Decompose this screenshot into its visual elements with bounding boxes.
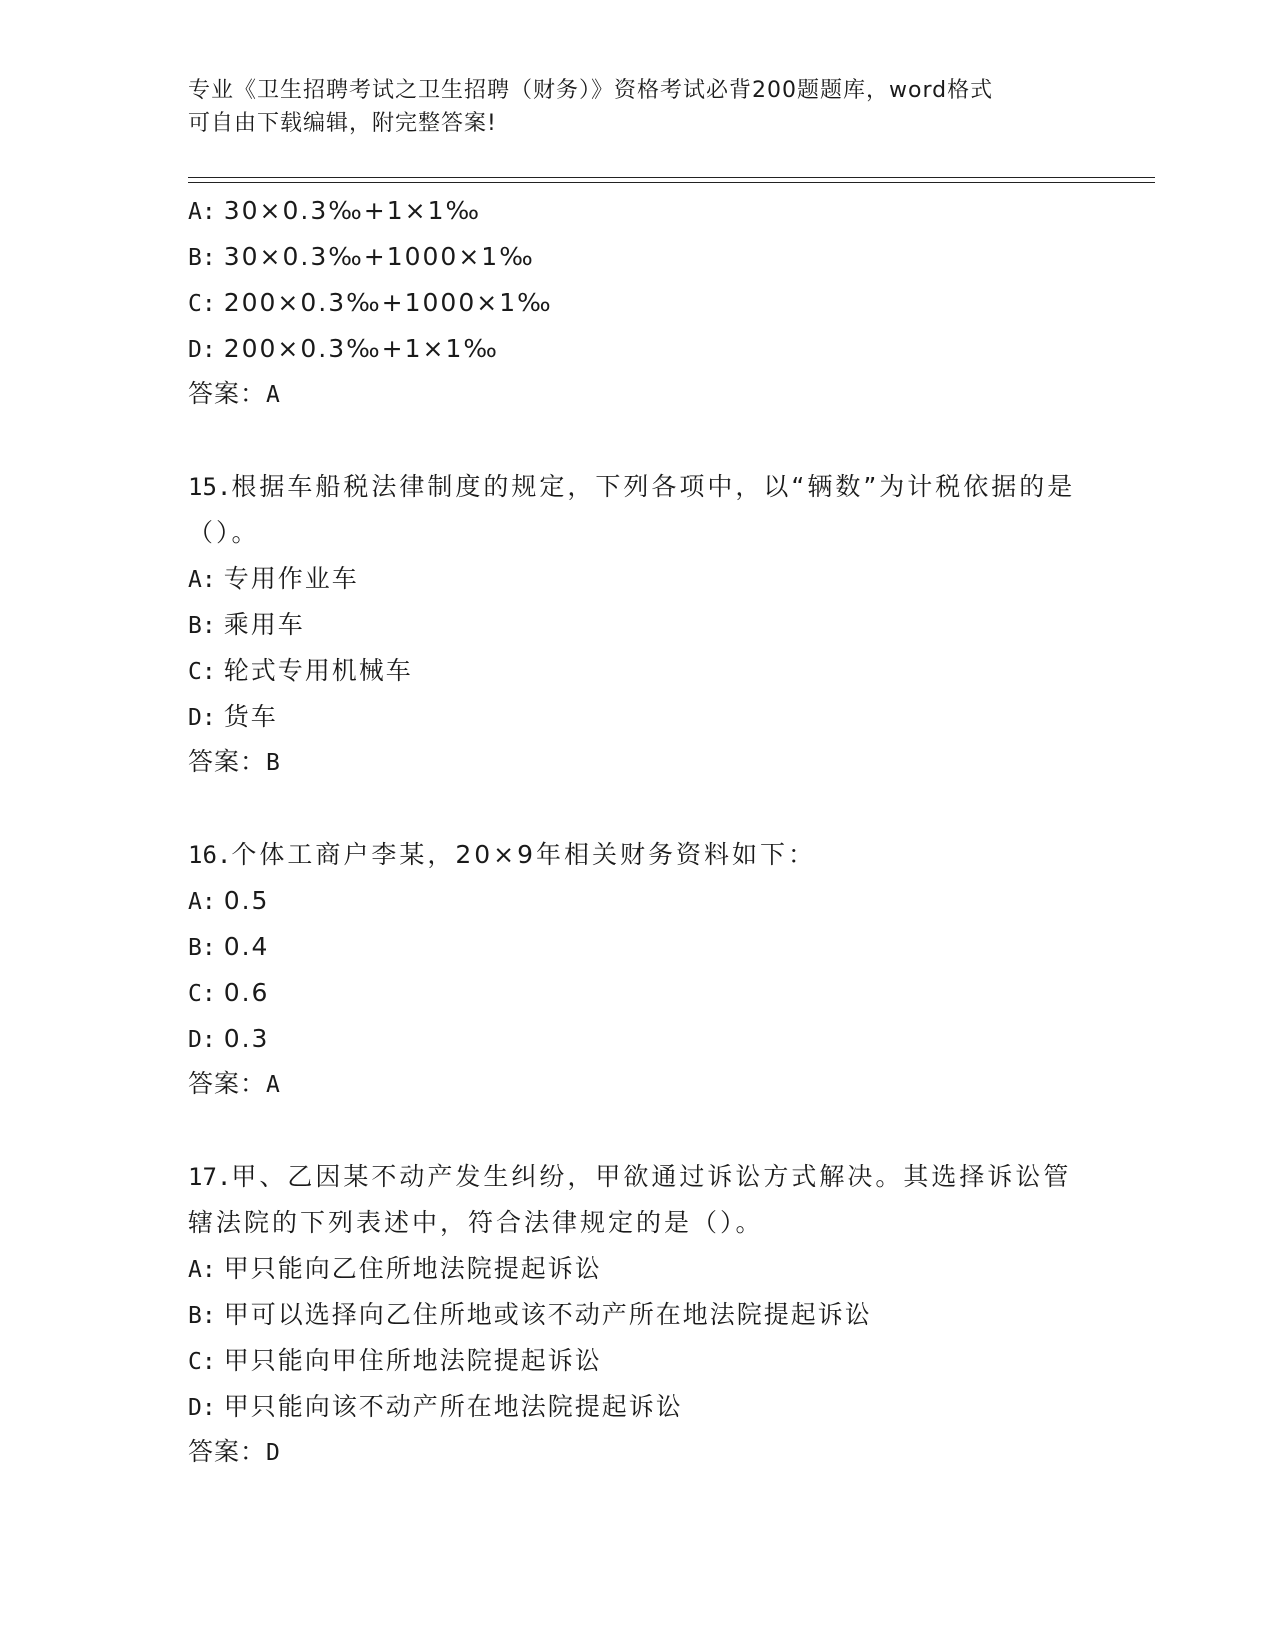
option-label: D: <box>188 1027 216 1053</box>
option-text: 200×0.3‰+1×1‰ <box>223 334 499 363</box>
answer-label: 答案： <box>188 1437 267 1466</box>
option-b <box>188 924 1088 970</box>
option-label: A: <box>188 199 216 225</box>
question-block-16 <box>188 832 1088 1106</box>
option-a <box>188 878 1088 924</box>
option-text: 30×0.3‰+1000×1‰ <box>223 242 535 271</box>
question-number: 16. <box>188 841 232 869</box>
option-label: C: <box>188 1349 216 1375</box>
option-label: C: <box>188 291 216 317</box>
answer-value: D <box>266 1440 281 1466</box>
option-label: B: <box>188 1303 216 1329</box>
header-line-2: 可自由下载编辑，附完整答案! <box>188 111 497 136</box>
answer-value: A <box>266 382 281 408</box>
question-number: 17. <box>188 1163 232 1191</box>
option-text: 甲只能向甲住所地法院提起诉讼 <box>223 1346 602 1375</box>
option-text: 专用作业车 <box>223 564 359 593</box>
option-a <box>188 1246 1088 1292</box>
option-text: 甲只能向该不动产所在地法院提起诉讼 <box>223 1392 683 1421</box>
page-header <box>188 74 1068 140</box>
option-d <box>188 1384 1088 1430</box>
option-c <box>188 280 1088 326</box>
option-label: C: <box>188 659 216 685</box>
question-block-15 <box>188 464 1088 784</box>
option-text: 0.3 <box>223 1024 270 1053</box>
answer-label: 答案： <box>188 747 267 776</box>
question-text <box>188 1154 1088 1246</box>
header-line-1: 专业《卫生招聘考试之卫生招聘（财务）》资格考试必背200题题库，word格式 <box>188 78 994 103</box>
option-text: 0.6 <box>223 978 270 1007</box>
question-stem: 个体工商户李某，20×9年相关财务资料如下： <box>231 840 817 869</box>
question-block-continued <box>188 188 1088 416</box>
option-label: A: <box>188 1257 216 1283</box>
answer-line <box>188 1430 1088 1474</box>
option-label: B: <box>188 935 216 961</box>
option-label: D: <box>188 1395 216 1421</box>
question-stem: 根据车船税法律制度的规定，下列各项中，以“辆数”为计税依据的是（）。 <box>188 472 1076 547</box>
option-text: 200×0.3‰+1000×1‰ <box>223 288 553 317</box>
option-text: 0.5 <box>223 886 270 915</box>
option-c <box>188 1338 1088 1384</box>
option-c <box>188 648 1088 694</box>
option-text: 0.4 <box>223 932 270 961</box>
document-body <box>188 188 1088 1474</box>
option-text: 轮式专用机械车 <box>223 656 413 685</box>
option-b <box>188 1292 1088 1338</box>
option-a <box>188 188 1088 234</box>
option-text: 30×0.3‰+1×1‰ <box>223 196 482 225</box>
option-label: A: <box>188 567 216 593</box>
option-label: B: <box>188 245 216 271</box>
option-d <box>188 326 1088 372</box>
question-block-17 <box>188 1154 1088 1474</box>
question-text <box>188 464 1088 556</box>
header-divider-second <box>188 182 1155 183</box>
answer-line <box>188 740 1088 784</box>
answer-value: B <box>266 750 281 776</box>
option-label: B: <box>188 613 216 639</box>
option-text: 乘用车 <box>223 610 305 639</box>
option-b <box>188 234 1088 280</box>
answer-label: 答案： <box>188 379 267 408</box>
option-b <box>188 602 1088 648</box>
answer-label: 答案： <box>188 1069 267 1098</box>
answer-line <box>188 372 1088 416</box>
option-label: C: <box>188 981 216 1007</box>
option-d <box>188 694 1088 740</box>
option-text: 甲只能向乙住所地法院提起诉讼 <box>223 1254 602 1283</box>
option-d <box>188 1016 1088 1062</box>
option-text: 货车 <box>223 702 278 731</box>
question-text <box>188 832 1088 878</box>
header-divider <box>188 177 1155 178</box>
answer-value: A <box>266 1072 281 1098</box>
option-label: A: <box>188 889 216 915</box>
option-label: D: <box>188 705 216 731</box>
option-label: D: <box>188 337 216 363</box>
question-stem: 甲、乙因某不动产发生纠纷，甲欲通过诉讼方式解决。其选择诉讼管辖法院的下列表述中，符合法律规定的是（）。 <box>188 1162 1072 1237</box>
option-a <box>188 556 1088 602</box>
option-c <box>188 970 1088 1016</box>
question-number: 15. <box>188 473 232 501</box>
option-text: 甲可以选择向乙住所地或该不动产所在地法院提起诉讼 <box>223 1300 872 1329</box>
answer-line <box>188 1062 1088 1106</box>
